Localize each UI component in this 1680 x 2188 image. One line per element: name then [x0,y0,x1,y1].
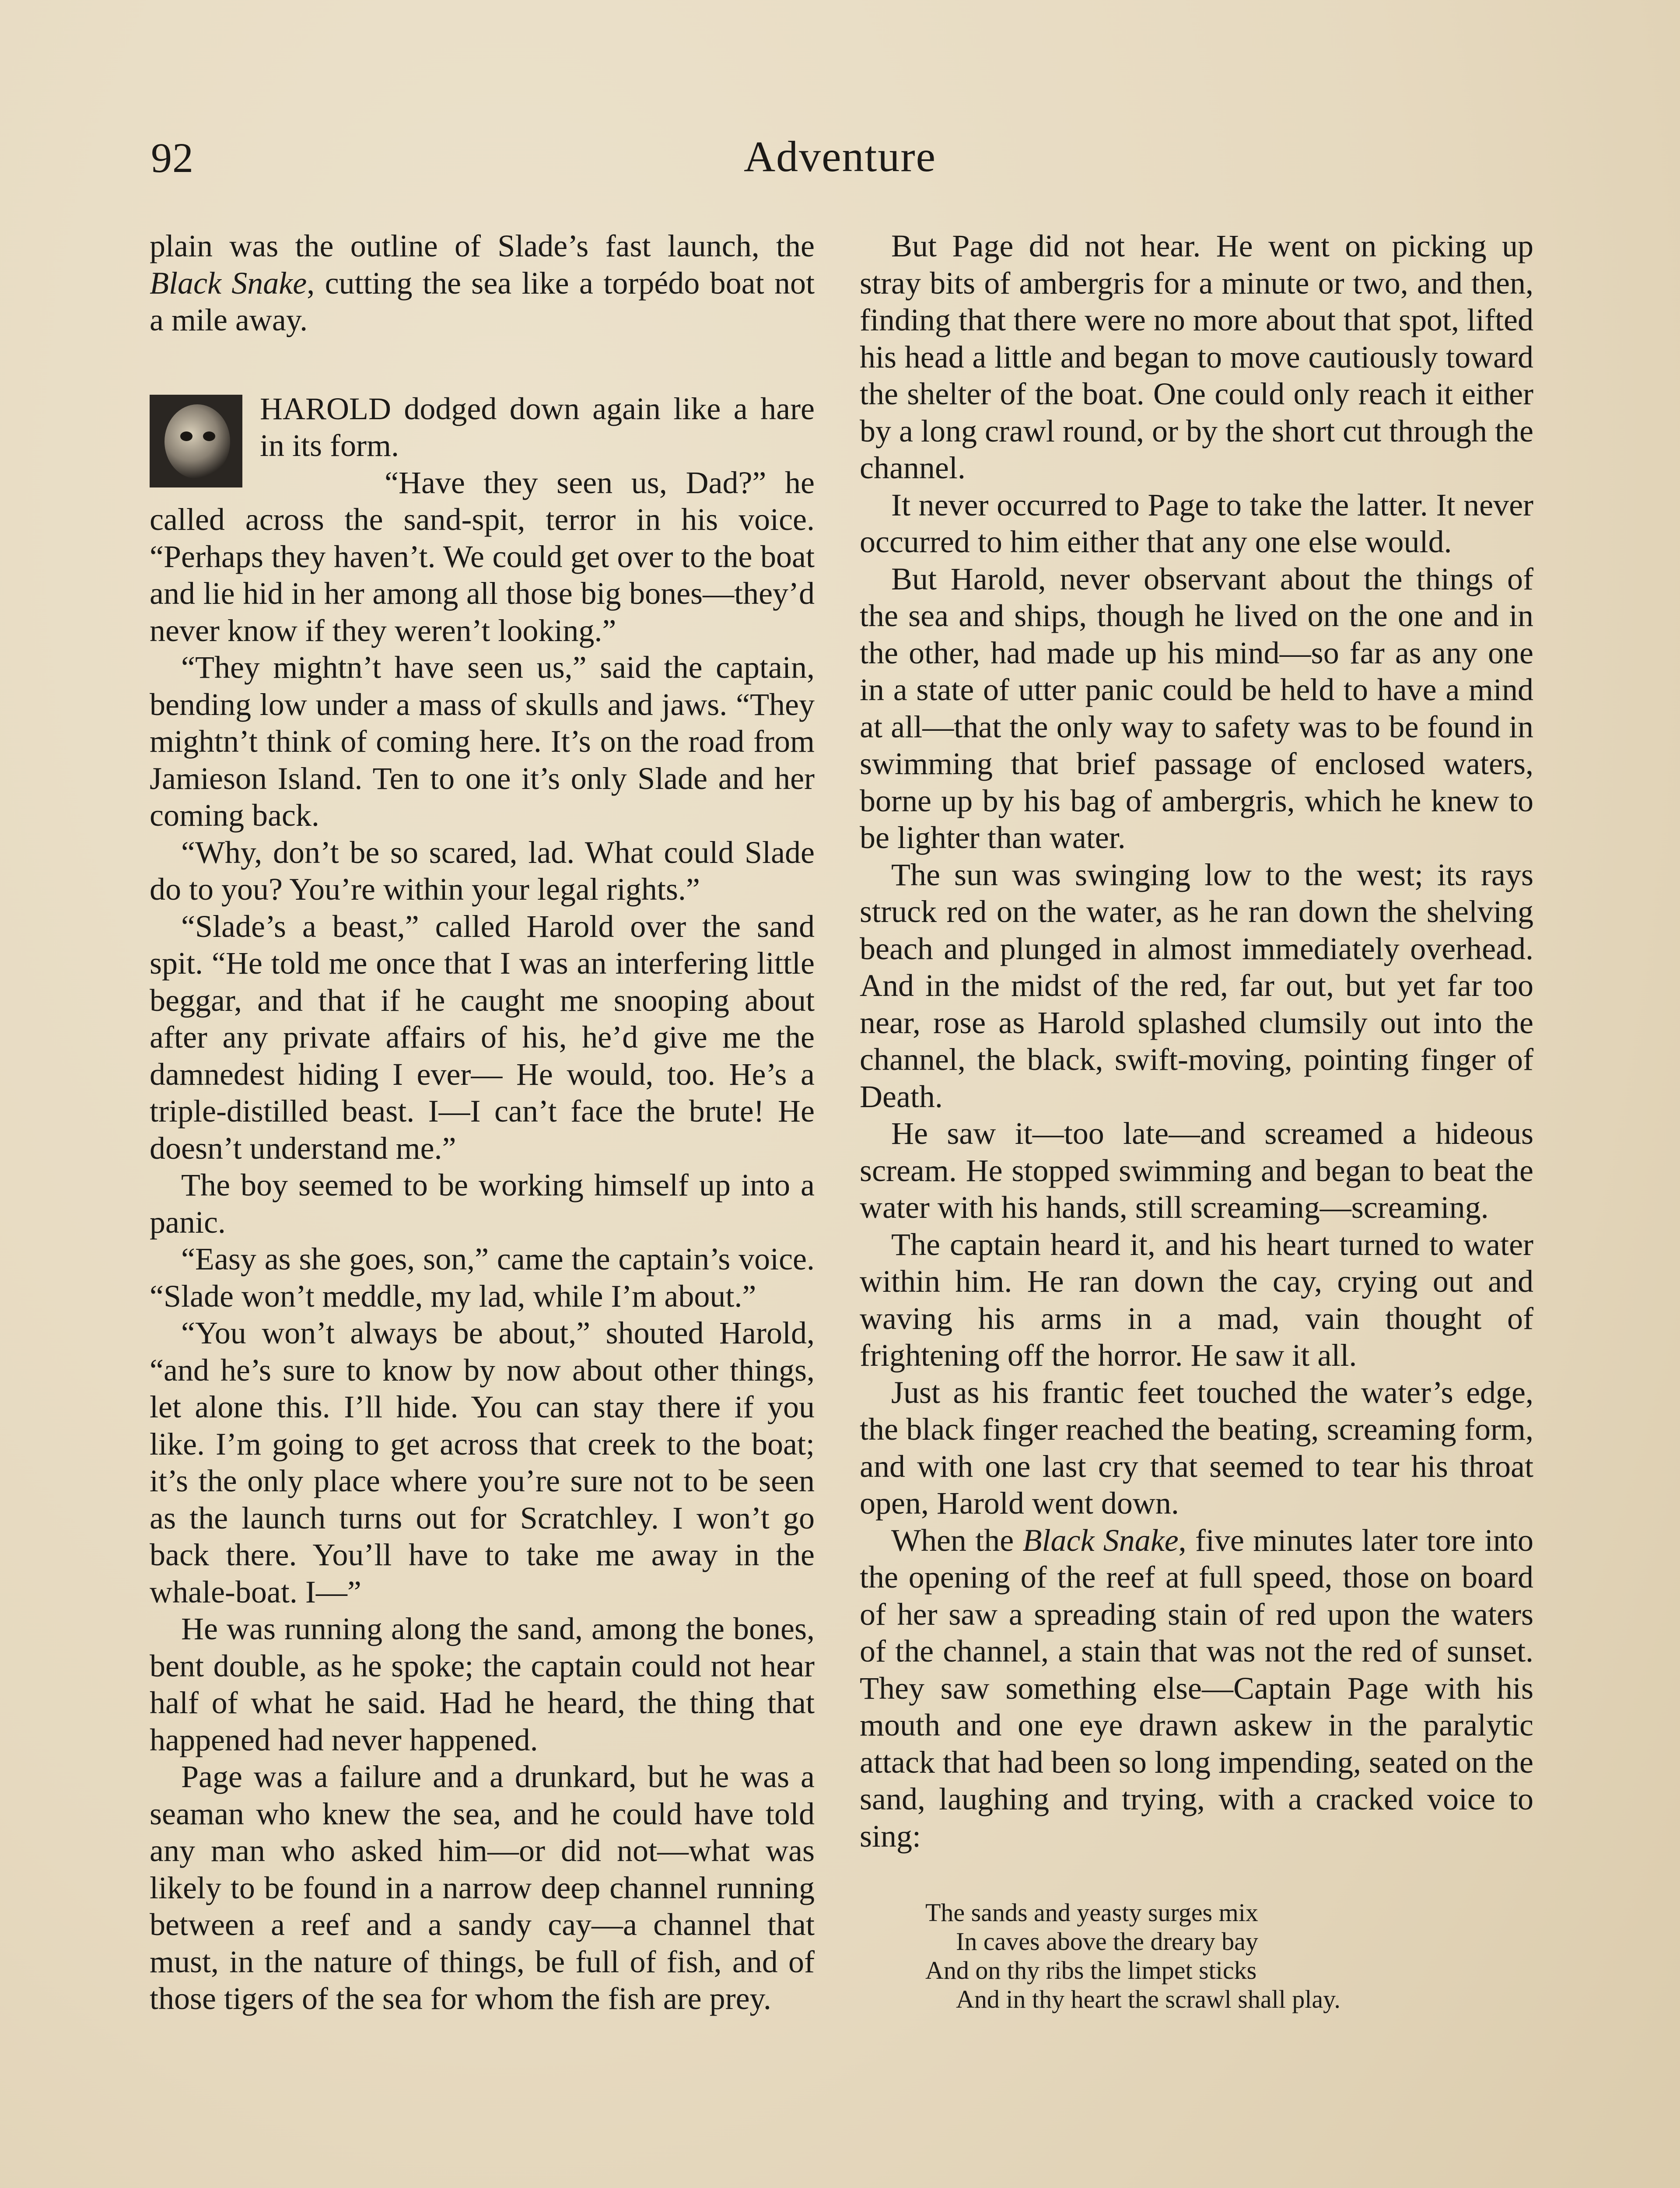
poem-line: The sands and yeasty surges mix [925,1898,1258,1927]
dropcap-illustration-icon [150,395,242,487]
paragraph: The boy seemed to be working himself up into a panic. [150,1168,815,1240]
right-column [860,228,1533,2014]
paragraph: “Have they seen us, Dad?” he called across the sand-spit, terror in his voice. “Perhaps they haven’t. We could get over to the boat and lie hid in her among all those big bones—they’d never know if they weren’t looking.” [150,465,815,648]
paragraph: But Harold, never observant about the things of the sea and ships, though he lived on the one and in the other, had made up his mind—so far as any one in a state of utter panic could be held to have a mind at all—that the only way to safety was to be found in swimming that brief passage of enclosed waters, borne up by his bag of ambergris, which he knew to be lighter than water. [860,561,1533,855]
paragraph: Just as his frantic feet touched the water’s edge, the black finger reached the beating, screaming form, and with one last cry that seemed to tear his throat open, Harold went down. [860,1375,1533,1521]
poem-verse [925,1898,1533,2014]
paragraph: When the Black Snake, five minutes later tore into the opening of the reef at full speed, those on board of her saw a spreading stain of red upon the waters of the channel, a stain that was not the red of sunset. They saw something else—Captain Page with his mouth and one eye drawn askew in the paralytic attack that had been so long impending, seated on the sand, laughing and trying, with a cracked voice to sing: [860,1522,1534,1854]
paragraph: “Easy as she goes, son,” came the captain’s voice. “Slade won’t meddle, my lad, while I’m about.” [150,1241,815,1314]
paragraph: Page was a failure and a drunkard, but he was a seaman who knew the sea, and he could have told any man who asked him—or did not—what was likely to be found in a narrow deep channel running between a reef and a sandy cay—a channel that must, in the nature of things, be full of fish, and of those tigers of the sea for whom the fish are prey. [150,1759,815,2016]
paragraph: “They mightn’t have seen us,” said the captain, bending low under a mass of skulls and jaws. “They mightn’t think of coming here. It’s on the road from Jamieson Island. Ten to one it’s only Slade and her coming back. [150,650,815,833]
paragraph: “Slade’s a beast,” called Harold over the sand spit. “He told me once that I was an interfering little beggar, and that if he caught me snooping about after any private affairs of his, he’d give me the damnedest hiding I ever— He would, too. He’s a triple-distilled beast. I—I can’t face the brute! He doesn’t understand me.” [150,908,815,1166]
page-number: 92 [151,134,194,181]
paragraph: But Page did not hear. He went on picking up stray bits of ambergris for a minute or two, and then, finding that there were no more about that spot, lifted his head a little and began to move cautiously toward the shelter of the boat. One could only reach it either by a long crawl round, or by the short cut through the channel. [860,228,1533,485]
paragraph: He was running along the sand, among the bones, bent double, as he spoke; the captain could not hear half of what he said. Had he heard, the thing that happened had never happened. [150,1611,815,1757]
paragraph: The sun was swinging low to the west; its rays struck red on the water, as he ran down the shelving beach and plunged in almost immediately overhead. And in the midst of the red, far out, but yet far too near, rose as Harold splashed clumsily out into the channel, the black, swift-moving, pointing finger of Death. [860,857,1533,1114]
left-column [150,228,815,2017]
poem-line: And in thy heart the scrawl shall play. [956,1985,1340,2013]
paragraph: “You won’t always be about,” shouted Harold, “and he’s sure to know by now about other things, let alone this. I’ll hide. You can stay there if you like. I’m going to get across that creek to the boat; it’s the only place where you’re sure not to be seen as the launch turns out for Scratchley. I won’t go back there. You’ll have to take me away in the whale-boat. I—” [150,1315,815,1609]
paragraph: He saw it—too late—and screamed a hideous scream. He stopped swimming and began to beat the water with his hands, still screaming—screaming. [860,1116,1533,1225]
paragraph: It never occurred to Page to take the latter. It never occurred to him either that any one else would. [860,487,1533,559]
paragraph: “Why, don’t be so scared, lad. What could Slade do to you? You’re within your legal rights.” [150,835,815,907]
poem-line: And on thy ribs the limpet sticks [925,1956,1257,1985]
poem-line: In caves above the dreary bay [956,1927,1258,1956]
paragraph: plain was the outline of Slade’s fast launch, the Black Snake, cutting the sea like a torpédo boat not a mile away. [150,228,815,337]
paragraph: The captain heard it, and his heart turned to water within him. He ran down the cay, crying out and waving his arms in a mad, vain thought of frightening off the horror. He saw it all. [860,1227,1533,1373]
paragraph-with-dropcap: HAROLD dodged down again like a hare in its form. [150,390,815,464]
running-title: Adventure [743,132,937,181]
